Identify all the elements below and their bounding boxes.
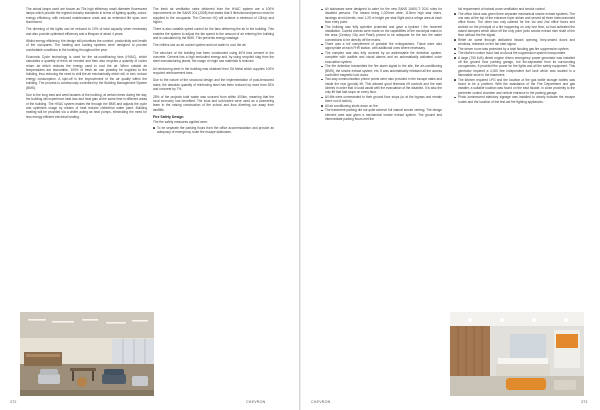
running-head: CHEVRON [311,400,331,404]
list-item: There was a full complement of portable fire extinguishers. These were also appropriate at each FHR station, with additional ones where necessary. [325,42,442,51]
list-item: Two-way communication phone points were also provided in the escape stairs and inside the rear (goods) lift. This allowed good firemans lift controls and fire stair lobbies in order that it could assist with the evacuation of the disabled. It is also the only lift that had stops on every floor. [325,77,442,95]
page-number: 373 [581,400,588,404]
list-item: The server room was protected by a total flooding gas fire suppression system. [458,47,575,51]
office-lobby-photo [450,312,584,396]
left-page-column-1 [26,7,147,307]
list-item: The building was fully sprinkler protected and gave a hydrant / fire hosereel installation. Careful checks were made on the capabilities of the municipal mains in the area (Century City and Paarl) proved to be adequate for the two fire water connections to be directly off the mains. [325,24,442,42]
list-item: Relief air came through dedicated inward opening, they-sealed doors and windows, released on the fan start signal. [458,37,575,47]
paragraph: Due to the nature of the structural design and the implementation of post-tensioned slabs, the absolute quantity of reinforcing steel has been reduced by more than 30% and concrete by 7%. [153,78,274,92]
fire-safety-heading: Fire Safety Design [153,114,184,119]
list-item: The kitchen cooker hood had an Ansul fire suppression system incorporated. [458,51,575,55]
fire-safety-list [321,7,442,121]
paragraph: Whilst energy efficiency, the design still prioritises the comfort, productivity and health of the occupants. The heating and cooling systems were designed to provide comfortable conditions in the building throughout the year. [26,39,147,52]
list-item: All air conditioning shuts down on fire. [325,104,442,108]
paragraph: The actual lamps used are known as T5s high efficiency small diameter fluorescent lamps which provide the highest industry standards in terms of lighting quality, colour, energy efficiency, with reduced maintenance costs and an extended life span over fluorescent. [26,7,147,25]
list-item: Photo luminescent statutory signage was installed to clearly indicate the escape routes and the location of the first aid fire fighting appliances. [458,95,575,104]
list-item: The office block was given three separate mechanical smoke extract systems. The one was at the top of the entrance foyer atrium and served all three interconnected office floors. The other two only catered for the 1st and 2nd office floors and worked on the principal of a fire happening on only one floor, so had activated the raised dampers which allow off the only point (onto smoke extract riser shaft of the floor without the fire signal. [458,11,575,38]
paragraph: 28% of the projects total waste was sourced from within 400km, meaning that the local economy has benefited. The local and sub-trades were used as a pioneering team in the raising construction of the school and thus diverting our away from landfills. [153,94,274,112]
office-lounge-image [20,312,154,396]
paragraph: Economic Cycle technology is used for the air-conditioning fans (HVAC), which calculates a quantity of fresh air needed and then also recycles a quantity of cooler return air which reduces the energy used to cool the air. When outside air temperatures are favourable, 100% of fresh air can possibly be supplied to the building, thus reducing the need to chill the air mechanically which will, in turn, reduce energy consumption. A spin-off is the improvement of the air quality within the building. The process is continuously controlled by the Building Management System (BMS). [26,55,147,90]
office-interior-photo [20,312,154,396]
fire-safety-list [454,7,575,104]
paragraph: There is also variable speed control for the fans delivering the air to the building. This enables the system to adjust the fan speed to the amount of air entering the building and is calculated by the BMS. This prevents energy wastage. [153,27,274,41]
left-page [0,0,299,410]
left-page-column-2 [153,7,274,307]
paragraph: Due to the long east and west facades of the building, at certain times during the day, the building will experience heat loss and heat gain at the same time in different areas of the building. The HVAC system makes the through the BMS and adjusts the cycle and optimises usage by means of heat reclaim chilled/hot water plant. Building heating will be provided via a chiller acting as heat pumps, eliminating the need for less energy efficient electrical heating. [26,92,147,119]
right-page [301,0,600,410]
list-item: The complex was also fully covered by an addressable fire detection system, complete with audible and visual alarms and an automatically activated voice evacuation system. [325,51,442,64]
office-lobby-image [450,312,584,396]
list-item: The basement parking did not quite achieve full natural smoke venting. The design element area was given a mechanical smoke extract system. The ground and intermediate parking floors met the [325,108,442,122]
list-item: The fire detection transmitted the fire alarm signal to the site, the air-conditioning (BMS), the smoke extract system, etc. It was automatically released all the access controlled magnetic lock doors. [325,64,442,77]
paragraph: All reinforcing steel in the building was obtained from SA Metal which supplies 100% recycled reinforcement bars. [153,66,274,76]
fire-safety-list [153,126,274,135]
running-head: CHEVRON [246,400,266,404]
fire-safety-intro: The fire safety measures applied were: [153,120,208,125]
right-page-column-1 [321,7,442,307]
list-item: All lifts were commanded to their ground floor stops (or at the bypass and remain there out of action). [325,95,442,104]
list-item: To be separate the parking floors from the office accommodation and provide an adequacy of emergency route fire escape staircases. [157,125,274,134]
list-item: A large (750 kVA) diesel engine driven emergency power generator was installed off the ground floor parking garage, but fire-separated from its surrounding occupancies. It provided the power for the lights and all the safety equipment. This generator required a 4,000 litre independent fuel tank which was located in a flammable store in the basement. [458,55,575,78]
paragraph: The dimming of the lights can be reduced to 10% of total capacity when necessary and also provide optimised efficiency and a lifespan of about 4 years. [26,27,147,36]
list-item-continued: full requirement of natural cross ventilation and smoke control. [458,7,546,11]
paragraph: The chillers use an air cooled system and not water to cool the air. [153,43,247,48]
right-page-column-2 [454,7,575,307]
list-item: All staircases were designed to cater for the new SANS 10400-T: 2011 rules for disabled persons. The means being 1,000mm wide, 110mm high stair risers, landings at mid-levels, max 1:25 m height per stair flight and a refuge area at each floor entry point. [325,7,442,25]
list-item: The kitchen required LPG and the location of the gas bottle storage bottles was found to be a problem. With the assistance of the Fire Department and gas installer, a suitable location was found on the east facade, in close proximity to the perimeter control chamber and vehicle entrance to the parking garage. [458,77,575,95]
paragraph: The fresh air ventilation rates delivered from the HVAC system are a 100% improvement on the SANS 204 (2008) that states that 5 litres/second/person must be supplied to the occupants. The Chevron HQ will achieve a minimum of 10l/s/p and higher. [153,7,274,25]
paragraph: The structure of the building has been constructed using 40% less cement in the concrete. Cement has a high embodied energy and, by using recycled slag from the steel manufacturing plants, the usage of virgin raw materials is reduced. [153,50,274,64]
page-number: 372 [10,400,17,404]
